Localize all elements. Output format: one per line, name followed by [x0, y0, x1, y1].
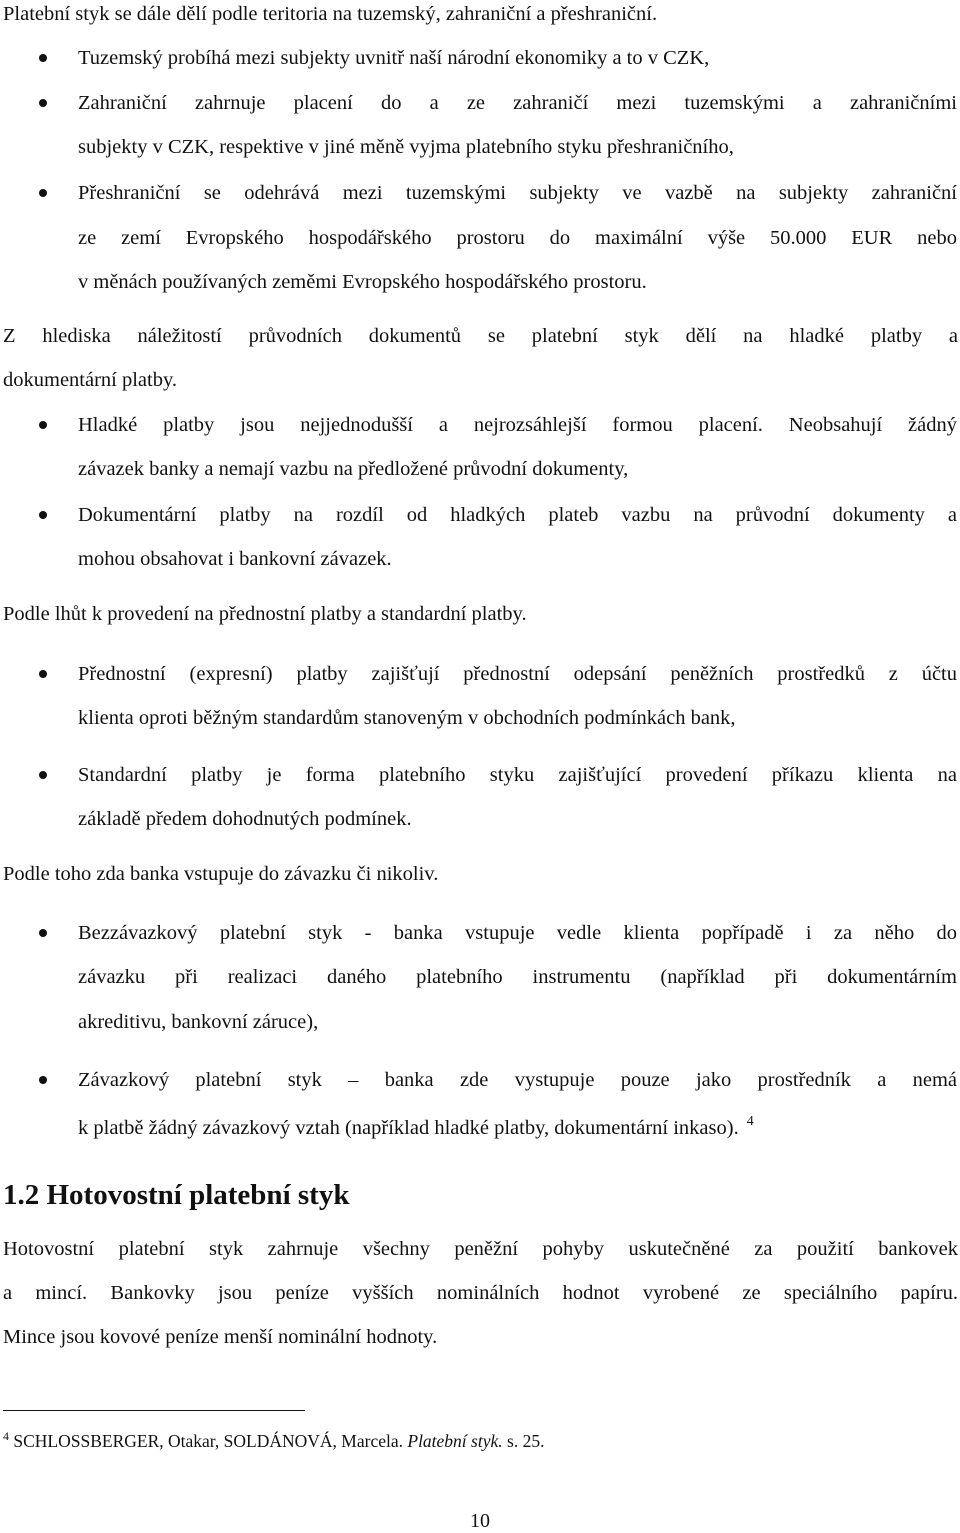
page-number: 10	[470, 1510, 490, 1532]
section-body-line3: Mince jsou kovové peníze menší nominální hodnoty.	[3, 1326, 438, 1348]
documents-intro-line1: Z hlediska náležitostí průvodních dokumentů se platební styk dělí na hladké platby a	[3, 325, 958, 347]
bullet-icon	[39, 99, 47, 107]
list-item-zavazkovy-text: k platbě žádný závazkový vztah (například hladké platby, dokumentární inkaso).	[78, 1117, 739, 1139]
documents-intro-line2: dokumentární platby.	[3, 369, 178, 391]
list-item-preshranicni-line3: v měnách používaných zeměmi Evropského hospodářského prostoru.	[78, 271, 647, 293]
section-body-line1: Hotovostní platební styk zahrnuje všechny peněžní pohyby uskutečněné za použití bankovek	[3, 1238, 958, 1260]
list-item-zahranicni-line1: Zahraniční zahrnuje placení do a ze zahraničí mezi tuzemskými a zahraničními	[78, 92, 957, 114]
bullet-icon	[39, 421, 47, 429]
list-item-bezzavazkovy-line1: Bezzávazkový platební styk - banka vstupuje vedle klienta popřípadě i za něho do	[78, 922, 957, 944]
list-item-preshranicni-line1: Přeshraniční se odehrává mezi tuzemskými subjekty ve vazbě na subjekty zahraniční	[78, 182, 957, 204]
list-item-bezzavazkovy-line2: závazku při realizaci daného platebního instrumentu (například při dokumentárním	[78, 966, 957, 988]
footnote-author: SCHLOSSBERGER, Otakar, SOLDÁNOVÁ, Marcela.	[13, 1431, 403, 1451]
footnote-title: Platební styk.	[407, 1431, 503, 1451]
section-heading: 1.2 Hotovostní platební styk	[3, 1179, 350, 1211]
list-item-preshranicni-line2: ze zemí Evropského hospodářského prostoru do maximální výše 50.000 EUR nebo	[78, 227, 957, 249]
bullet-icon	[39, 1076, 47, 1084]
list-item-bezzavazkovy-line3: akreditivu, bankovní záruce),	[78, 1011, 319, 1033]
footnote-divider	[3, 1410, 305, 1411]
deadlines-intro: Podle lhůt k provedení na přednostní platby a standardní platby.	[3, 603, 527, 625]
list-item-hladke-line2: závazek banky a nemají vazbu na předložené průvodní dokumenty,	[78, 458, 629, 480]
list-item-standardni-line1: Standardní platby je forma platebního styku zajišťující provedení příkazu klienta na	[78, 764, 957, 786]
bullet-icon	[39, 771, 47, 779]
bullet-icon	[39, 511, 47, 519]
list-item-dokumentarni-line1: Dokumentární platby na rozdíl od hladkých plateb vazbu na průvodní dokumenty a	[78, 504, 957, 526]
territory-intro: Platební styk se dále dělí podle teritoria na tuzemský, zahraniční a přeshraniční.	[3, 3, 658, 25]
list-item-zavazkovy-line2	[78, 1108, 957, 1142]
section-body-line2: a mincí. Bankovky jsou peníze vyšších nominálních hodnot vyrobené ze speciálního papíru.	[3, 1282, 958, 1304]
footnote-reference[interactable]: 4	[746, 1114, 754, 1129]
bullet-icon	[39, 54, 47, 62]
list-item-prednostni-line2: klienta oproti běžným standardům stanoveným v obchodních podmínkách bank,	[78, 707, 736, 729]
footnote	[3, 1424, 544, 1453]
footnote-pages: s. 25.	[507, 1431, 545, 1451]
bullet-icon	[39, 929, 47, 937]
list-item-tuzemsky: Tuzemský probíhá mezi subjekty uvnitř naší národní ekonomiky a to v CZK,	[78, 47, 710, 69]
list-item-zavazkovy-line1: Závazkový platební styk – banka zde vystupuje pouze jako prostředník a nemá	[78, 1069, 957, 1091]
footnote-number: 4	[3, 1429, 9, 1443]
list-item-zahranicni-line2: subjekty v CZK, respektive v jiné měně vyjma platebního styku přeshraničního,	[78, 136, 734, 158]
list-item-dokumentarni-line2: mohou obsahovat i bankovní závazek.	[78, 548, 392, 570]
list-item-standardni-line2: základě předem dohodnutých podmínek.	[78, 808, 412, 830]
bullet-icon	[39, 670, 47, 678]
list-item-prednostni-line1: Přednostní (expresní) platby zajišťují přednostní odepsání peněžních prostředků z účtu	[78, 663, 957, 685]
bullet-icon	[39, 189, 47, 197]
commitment-intro: Podle toho zda banka vstupuje do závazku či nikoliv.	[3, 863, 439, 885]
list-item-hladke-line1: Hladké platby jsou nejjednodušší a nejrozsáhlejší formou placení. Neobsahují žádný	[78, 414, 957, 436]
